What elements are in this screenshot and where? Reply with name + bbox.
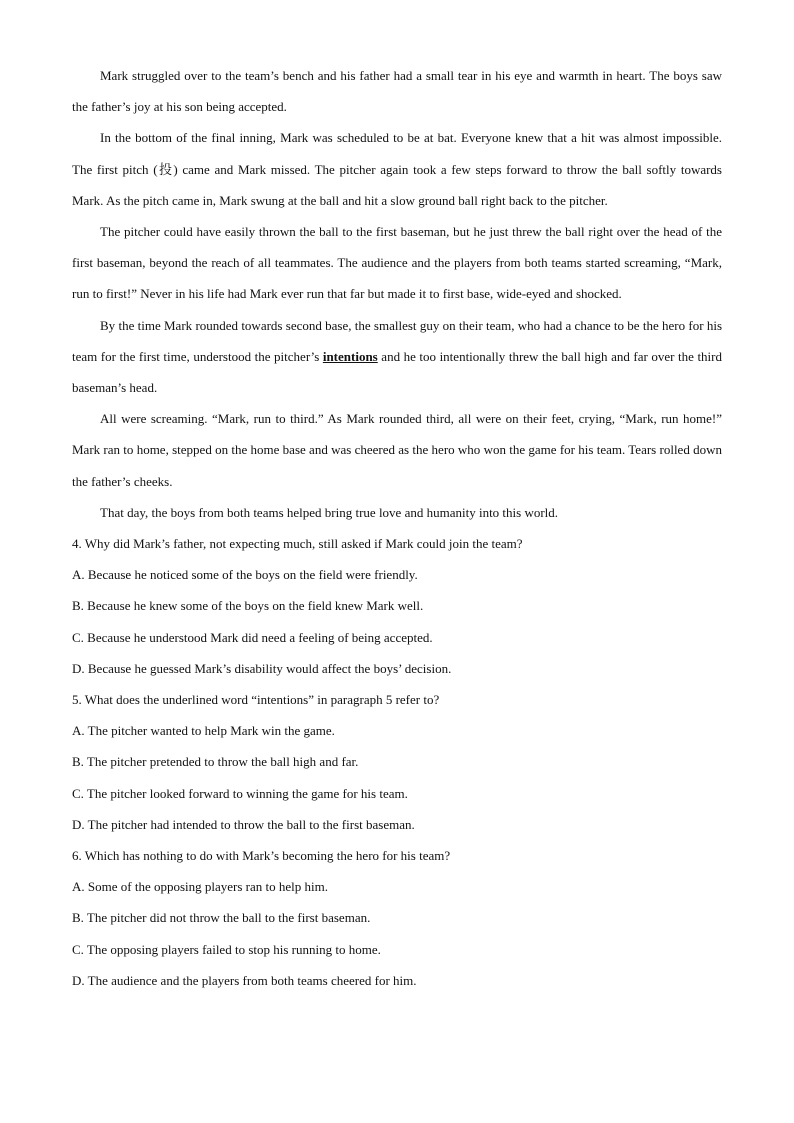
passage-paragraph [72,310,722,404]
passage-text: By the time Mark rounded towards second base, the smallest guy on their team, who had a chance to be the hero for his team for the first time, understood the pitcher’s [72,317,722,364]
answer-option: B. The pitcher did not throw the ball to the first baseman. [72,910,371,926]
question-block [72,528,722,684]
answer-option: A. Some of the opposing players ran to help him. [72,879,328,895]
passage-text: and he too intentionally threw the ball high and far over the third baseman’s head. [72,348,722,396]
question-block [72,684,722,840]
answer-option: A. Because he noticed some of the boys on the field were friendly. [72,567,418,583]
question-stem: 6. Which has nothing to do with Mark’s becoming the hero for his team? [72,848,451,864]
passage-paragraph: That day, the boys from both teams helped bring true love and humanity into this world. [100,504,559,520]
answer-option: B. Because he knew some of the boys on the field knew Mark well. [72,598,424,614]
passage-paragraph: The pitcher could have easily thrown the ball to the first baseman, but he just threw the ball right over the head of the first baseman, beyond the reach of all teammates. The audience and the players from both teams started screaming, “Mark, run to first!” Never in his life had Mark ever run that far but made it to first base, wide-eyed and shocked. [72,224,722,302]
passage-paragraph: Mark struggled over to the team’s bench and his father had a small tear in his eye and warmth in heart. The boys saw the father’s joy at his son being accepted. [72,68,722,115]
answer-option: B. The pitcher pretended to throw the ball high and far. [72,754,359,770]
answer-option: D. The audience and the players from both teams cheered for him. [72,972,417,988]
answer-option: C. The opposing players failed to stop his running to home. [72,941,381,957]
passage-paragraph: In the bottom of the final inning, Mark was scheduled to be at bat. Everyone knew that a hit was almost impossible. The first pitch (投) came and Mark missed. The pitcher again took a few steps forward to throw the ball softly towards Mark. As the pitch came in, Mark swung at the ball and hit a slow ground ball right back to the pitcher. [72,130,722,208]
answer-option: A. The pitcher wanted to help Mark win the game. [72,723,335,739]
underlined-keyword: intentions [322,348,378,364]
reading-passage [72,60,722,528]
answer-option: C. The pitcher looked forward to winning the game for his team. [72,785,408,801]
document-page [72,60,722,996]
question-block [72,840,722,996]
question-stem: 4. Why did Mark’s father, not expecting much, still asked if Mark could join the team? [72,536,523,552]
passage-paragraph: All were screaming. “Mark, run to third.” As Mark rounded third, all were on their feet, crying, “Mark, run home!” Mark ran to home, stepped on the home base and was cheered as the hero who won the game for his team. Tears rolled down the father’s cheeks. [72,411,722,489]
answer-option: D. The pitcher had intended to throw the ball to the first baseman. [72,816,415,832]
question-stem: 5. What does the underlined word “intentions” in paragraph 5 refer to? [72,692,440,708]
answer-option: D. Because he guessed Mark’s disability would affect the boys’ decision. [72,660,452,676]
answer-option: C. Because he understood Mark did need a feeling of being accepted. [72,629,433,645]
